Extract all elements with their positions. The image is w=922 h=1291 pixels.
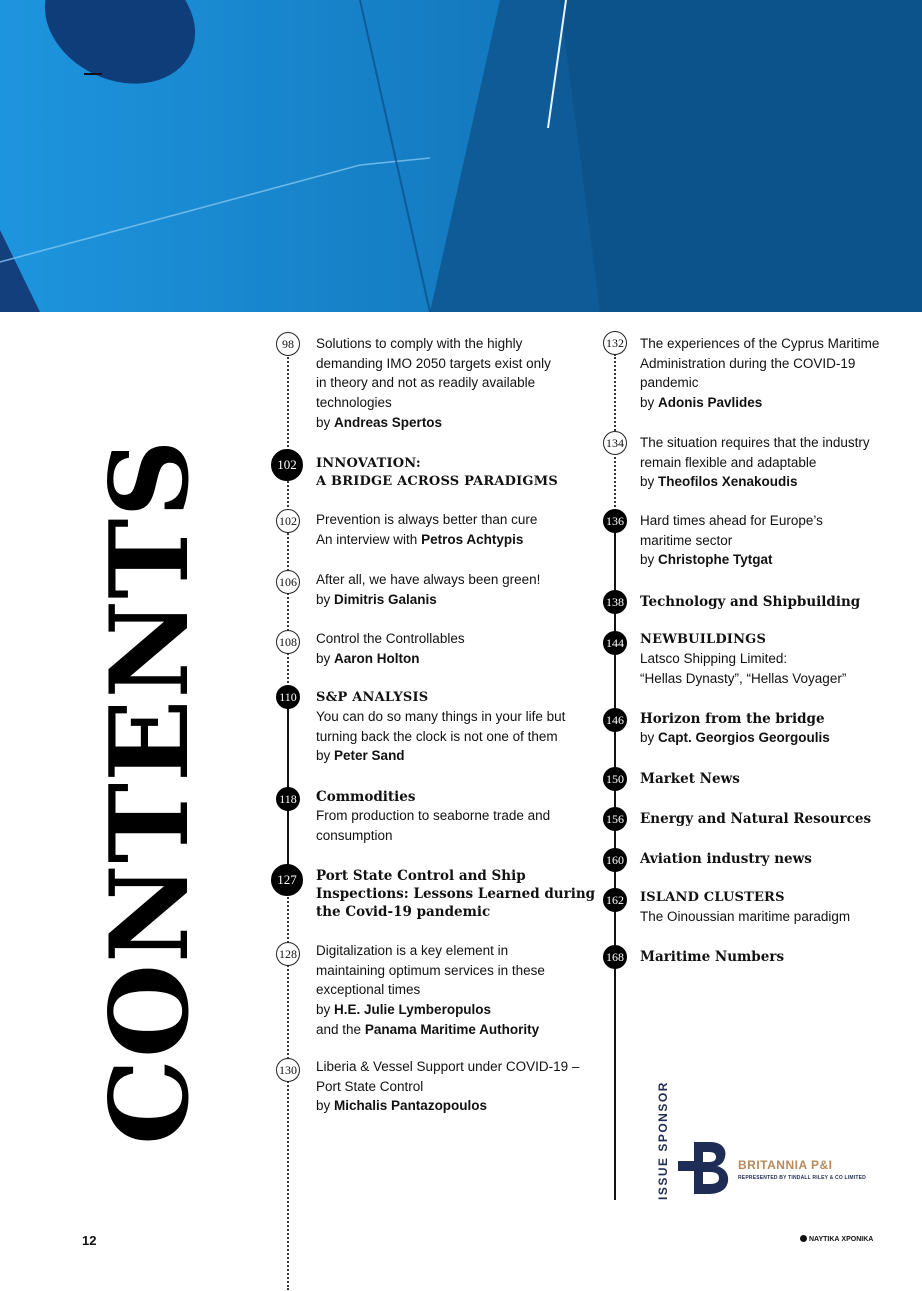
page-badge: 98 bbox=[276, 332, 300, 356]
section-heading: Commodities bbox=[316, 789, 416, 805]
page-badge: 134 bbox=[603, 431, 627, 455]
section-heading: ISLAND CLUSTERS bbox=[640, 890, 785, 905]
page-badge: 160 bbox=[603, 848, 627, 872]
issue-sponsor-label: ISSUE SPONSOR bbox=[656, 1081, 670, 1200]
author-name: Peter Sand bbox=[334, 748, 405, 764]
entry-title-line: From production to seaborne trade and bbox=[316, 808, 551, 823]
page-badge: 102 bbox=[276, 509, 300, 533]
section-heading: INNOVATION: bbox=[316, 456, 421, 471]
section-heading: the Covid-19 pandemic bbox=[316, 904, 491, 920]
left-timeline-dotted bbox=[287, 354, 289, 462]
section-heading: A BRIDGE ACROSS PARADIGMS bbox=[316, 474, 558, 489]
entry-title-line: Digitalization is a key element in bbox=[316, 943, 509, 958]
byline: by bbox=[316, 1098, 331, 1114]
entry-title-line: Control the Controllables bbox=[316, 631, 465, 646]
byline: by bbox=[316, 1002, 331, 1018]
britannia-b-icon bbox=[676, 1140, 732, 1196]
byline: by bbox=[316, 748, 331, 764]
contents-title: CONTENTS bbox=[87, 438, 213, 1145]
page-badge: 108 bbox=[276, 630, 300, 654]
author-name: Dimitris Galanis bbox=[334, 591, 437, 607]
entry-title-line: The situation requires that the industry bbox=[640, 435, 870, 450]
section-heading: Horizon from the bridge bbox=[640, 711, 825, 727]
page-badge: 110 bbox=[276, 685, 300, 709]
page-badge: 150 bbox=[603, 767, 627, 791]
page-badge: 144 bbox=[603, 631, 627, 655]
entry-title-line: consumption bbox=[316, 827, 393, 843]
author-name: Christophe Tytgat bbox=[658, 552, 773, 568]
entry-title-line: Port State Control bbox=[316, 1078, 424, 1094]
entry-title-line: Latsco Shipping Limited: bbox=[640, 651, 788, 666]
section-heading: Inspections: Lessons Learned during bbox=[316, 886, 596, 902]
byline: by bbox=[640, 474, 655, 490]
entry-title-line: After all, we have always been green! bbox=[316, 572, 541, 587]
byline: by bbox=[640, 730, 655, 745]
entry-title-line: remain flexible and adaptable bbox=[640, 454, 817, 470]
entry-title-line: You can do so many things in your life but bbox=[316, 709, 566, 724]
page-badge: 162 bbox=[603, 888, 627, 912]
author-name: Michalis Pantazopoulos bbox=[334, 1098, 488, 1114]
magazine-name bbox=[800, 1235, 873, 1243]
entry-title-line: Liberia & Vessel Support under COVID-19 – bbox=[316, 1059, 580, 1074]
entry-title-line: technologies bbox=[316, 395, 392, 411]
byline: and the bbox=[316, 1021, 362, 1037]
sponsor-subtitle: REPRESENTED BY TINDALL RILEY & CO LIMITED bbox=[738, 1175, 866, 1181]
page-badge: 106 bbox=[276, 570, 300, 594]
author-name: Theofilos Xenakoudis bbox=[658, 474, 798, 490]
byline: by bbox=[640, 395, 655, 411]
byline: by bbox=[316, 650, 331, 666]
author-name: Aaron Holton bbox=[334, 650, 420, 666]
author-name: Adonis Pavlides bbox=[658, 395, 763, 411]
page-badge: 146 bbox=[603, 708, 627, 732]
author-name: Capt. Georgios Georgoulis bbox=[658, 730, 830, 745]
section-heading: Port State Control and Ship bbox=[316, 868, 526, 884]
section-heading: Maritime Numbers bbox=[640, 949, 785, 965]
entry-title-line: in theory and not as readily available bbox=[316, 375, 536, 391]
section-heading: Aviation industry news bbox=[640, 851, 812, 867]
magazine-logo-icon bbox=[800, 1235, 807, 1242]
magazine-name-text: ΝΑΥΤΙΚΑ ΧΡΟΝΙΚΑ bbox=[809, 1236, 874, 1243]
byline: by bbox=[316, 591, 331, 607]
entry-title-line: exceptional times bbox=[316, 982, 421, 998]
entry-title-line: “Hellas Dynasty”, “Hellas Voyager” bbox=[640, 670, 847, 686]
section-heading: Energy and Natural Resources bbox=[640, 811, 872, 827]
entry-title-line: maintaining optimum services in these bbox=[316, 962, 545, 978]
britannia-logo[interactable] bbox=[676, 1140, 896, 1196]
byline: by bbox=[316, 414, 331, 430]
page-badge: 132 bbox=[603, 331, 627, 355]
entry-title-line: turning back the clock is not one of them bbox=[316, 728, 558, 744]
page-badge: 136 bbox=[603, 509, 627, 533]
section-heading: Technology and Shipbuilding bbox=[640, 594, 861, 610]
page-badge: 130 bbox=[276, 1058, 300, 1082]
page-badge: 168 bbox=[603, 945, 627, 969]
author-name: Panama Maritime Authority bbox=[364, 1021, 540, 1037]
author-name: H.E. Julie Lymberopulos bbox=[334, 1002, 492, 1018]
entry-title-line: maritime sector bbox=[640, 532, 733, 548]
page-badge: 156 bbox=[603, 807, 627, 831]
entry-title-line: demanding IMO 2050 targets exist only bbox=[316, 355, 551, 371]
hero-ship-hull-image bbox=[0, 0, 922, 312]
author-name: Petros Achtypis bbox=[421, 531, 524, 547]
section-heading: Market News bbox=[640, 771, 740, 787]
entry-title-line: Prevention is always better than cure bbox=[316, 512, 538, 527]
page-badge: 138 bbox=[603, 590, 627, 614]
entry-title-line: Solutions to comply with the highly bbox=[316, 336, 523, 351]
entry-title-line: Hard times ahead for Europe’s bbox=[640, 513, 823, 528]
page-badge: 118 bbox=[276, 787, 300, 811]
byline: An interview with bbox=[316, 531, 418, 547]
page-badge: 102 bbox=[271, 449, 303, 481]
section-heading: S&P ANALYSIS bbox=[316, 690, 429, 705]
entry-title-line: Administration during the COVID-19 bbox=[640, 355, 856, 371]
entry-title-line: pandemic bbox=[640, 375, 699, 391]
section-heading: NEWBUILDINGS bbox=[640, 632, 767, 647]
page-number: 12 bbox=[82, 1233, 97, 1248]
entry-title-line: The Oinoussian maritime paradigm bbox=[640, 909, 851, 924]
byline: by bbox=[640, 552, 655, 568]
page-badge: 127 bbox=[271, 864, 303, 896]
sponsor-name: BRITANNIA P&I bbox=[738, 1158, 833, 1172]
page-badge: 128 bbox=[276, 942, 300, 966]
author-name: Andreas Spertos bbox=[334, 414, 443, 430]
entry-title-line: The experiences of the Cyprus Maritime bbox=[640, 336, 880, 351]
